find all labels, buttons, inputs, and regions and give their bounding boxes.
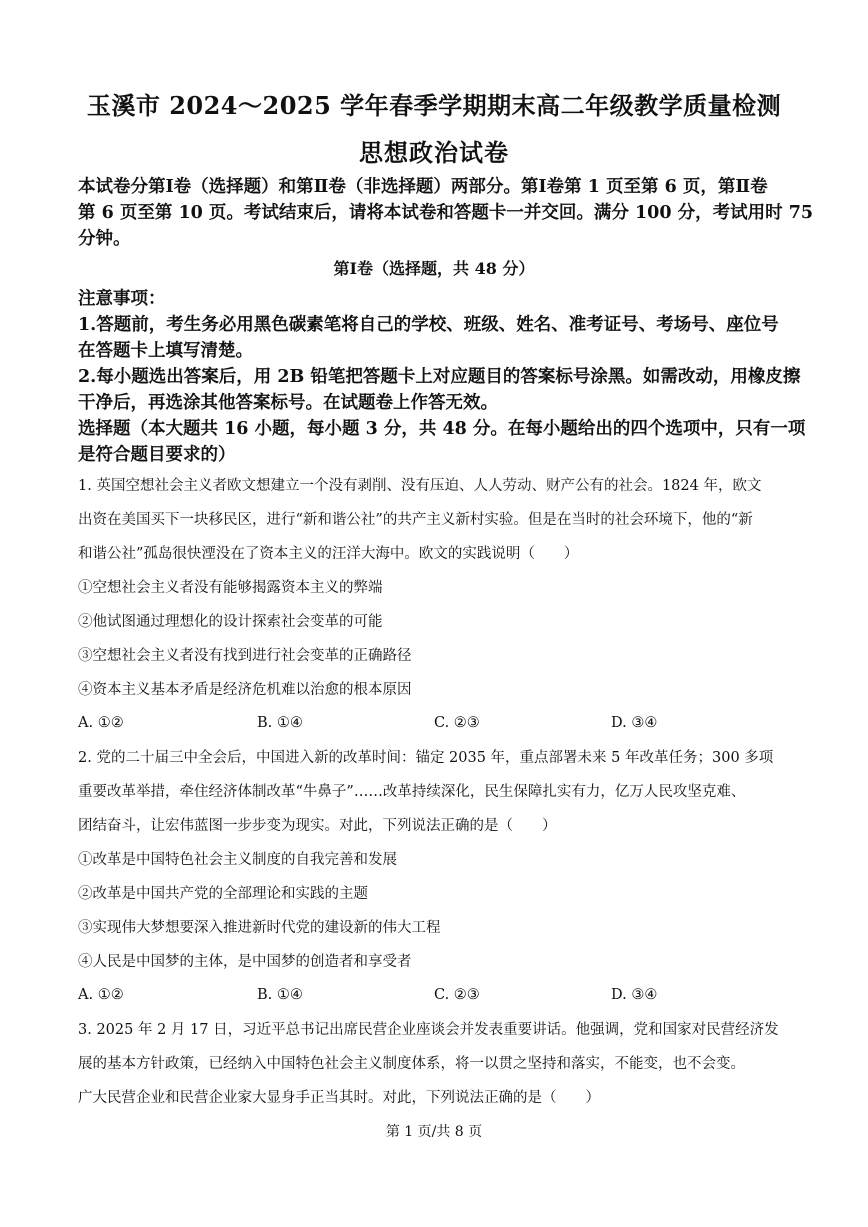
- choice-b: B. ①④: [257, 715, 303, 731]
- intro-line: 第 6 页至第 10 页。考试结束后，请将本试卷和答题卡一并交回。满分 100 分，考试用时 75: [78, 203, 814, 223]
- choice-b: B. ①④: [257, 987, 303, 1003]
- question-item: ②改革是中国共产党的全部理论和实践的主题: [78, 886, 368, 902]
- question-stem-line: 重要改革举措，牵住经济体制改革“牛鼻子”……改革持续深化，民生保障扎实有力，亿万人民攻坚克难、: [78, 784, 746, 800]
- notes-line: 是符合题目要求的）: [78, 445, 236, 465]
- question-stem-line: 出资在美国买下一块移民区，进行“新和谐公社”的共产主义新村实验。但是在当时的社会环境下，他的“新: [78, 512, 753, 528]
- exam-subtitle: 思想政治试卷: [359, 138, 509, 167]
- notes-block: [78, 286, 806, 468]
- intro-paragraph: [78, 174, 814, 252]
- section-title: 第Ⅰ卷（选择题，共 48 分）: [333, 259, 535, 278]
- notes-line: 2.每小题选出答案后，用 2B 铅笔把答题卡上对应题目的答案标号涂黑。如需改动，用橡皮擦: [78, 367, 801, 387]
- question-3: [78, 1013, 802, 1115]
- question-item: ④人民是中国梦的主体，是中国梦的创造者和享受者: [78, 954, 412, 970]
- question-1: [78, 469, 802, 707]
- notes-line: 选择题（本大题共 16 小题，每小题 3 分，共 48 分。在每小题给出的四个选项中，只有一项: [78, 419, 806, 439]
- question-2-choices: [78, 987, 802, 1011]
- question-2: [78, 741, 802, 979]
- notes-line: 注意事项：: [78, 289, 166, 309]
- choice-a: A. ①②: [78, 987, 124, 1003]
- choice-a: A. ①②: [78, 715, 124, 731]
- notes-line: 干净后，再选涂其他答案标号。在试题卷上作答无效。: [78, 393, 498, 413]
- choice-d: D. ③④: [611, 715, 658, 731]
- question-stem-line: 3. 2025 年 2 月 17 日，习近平总书记出席民营企业座谈会并发表重要讲话。他强调，党和国家对民营经济发: [78, 1022, 779, 1038]
- choice-c: C. ②③: [434, 715, 480, 731]
- question-item: ②他试图通过理想化的设计探索社会变革的可能: [78, 614, 383, 630]
- question-stem-line: 广大民营企业和民营企业家大显身手正当其时。对此，下列说法正确的是（ ）: [78, 1090, 600, 1106]
- notes-line: 在答题卡上填写清楚。: [78, 341, 253, 361]
- question-item: ③空想社会主义者没有找到进行社会变革的正确路径: [78, 648, 412, 664]
- notes-line: 1.答题前，考生务必用黑色碳素笔将自己的学校、班级、姓名、准考证号、考场号、座位号: [78, 315, 779, 335]
- intro-line: 分钟。: [78, 229, 131, 249]
- choice-d: D. ③④: [611, 987, 658, 1003]
- question-stem-line: 团结奋斗，让宏伟蓝图一步步变为现实。对此，下列说法正确的是（ ）: [78, 818, 557, 834]
- question-item: ④资本主义基本矛盾是经济危机难以治愈的根本原因: [78, 682, 412, 698]
- question-item: ①改革是中国特色社会主义制度的自我完善和发展: [78, 852, 397, 868]
- question-item: ③实现伟大梦想要深入推进新时代党的建设新的伟大工程: [78, 920, 441, 936]
- question-1-choices: [78, 715, 802, 739]
- page-footer: 第 1 页/共 8 页: [385, 1124, 483, 1140]
- question-stem-line: 1. 英国空想社会主义者欧文想建立一个没有剥削、没有压迫、人人劳动、财产公有的社会。1824 年，欧文: [78, 478, 762, 494]
- choice-c: C. ②③: [434, 987, 480, 1003]
- intro-line: 本试卷分第Ⅰ卷（选择题）和第Ⅱ卷（非选择题）两部分。第Ⅰ卷第 1 页至第 6 页，第Ⅱ卷: [78, 177, 768, 197]
- question-stem-line: 展的基本方针政策，已经纳入中国特色社会主义制度体系，将一以贯之坚持和落实，不能变，也不会变。: [78, 1056, 745, 1072]
- question-item: ①空想社会主义者没有能够揭露资本主义的弊端: [78, 580, 383, 596]
- question-stem-line: 2. 党的二十届三中全会后，中国进入新的改革时间：锚定 2035 年，重点部署未来 5 年改革任务；300 多项: [78, 750, 774, 766]
- exam-title: 玉溪市 2024～2025 学年春季学期期末高二年级教学质量检测: [86, 91, 782, 120]
- question-stem-line: 和谐公社”孤岛很快湮没在了资本主义的汪洋大海中。欧文的实践说明（ ）: [78, 546, 579, 562]
